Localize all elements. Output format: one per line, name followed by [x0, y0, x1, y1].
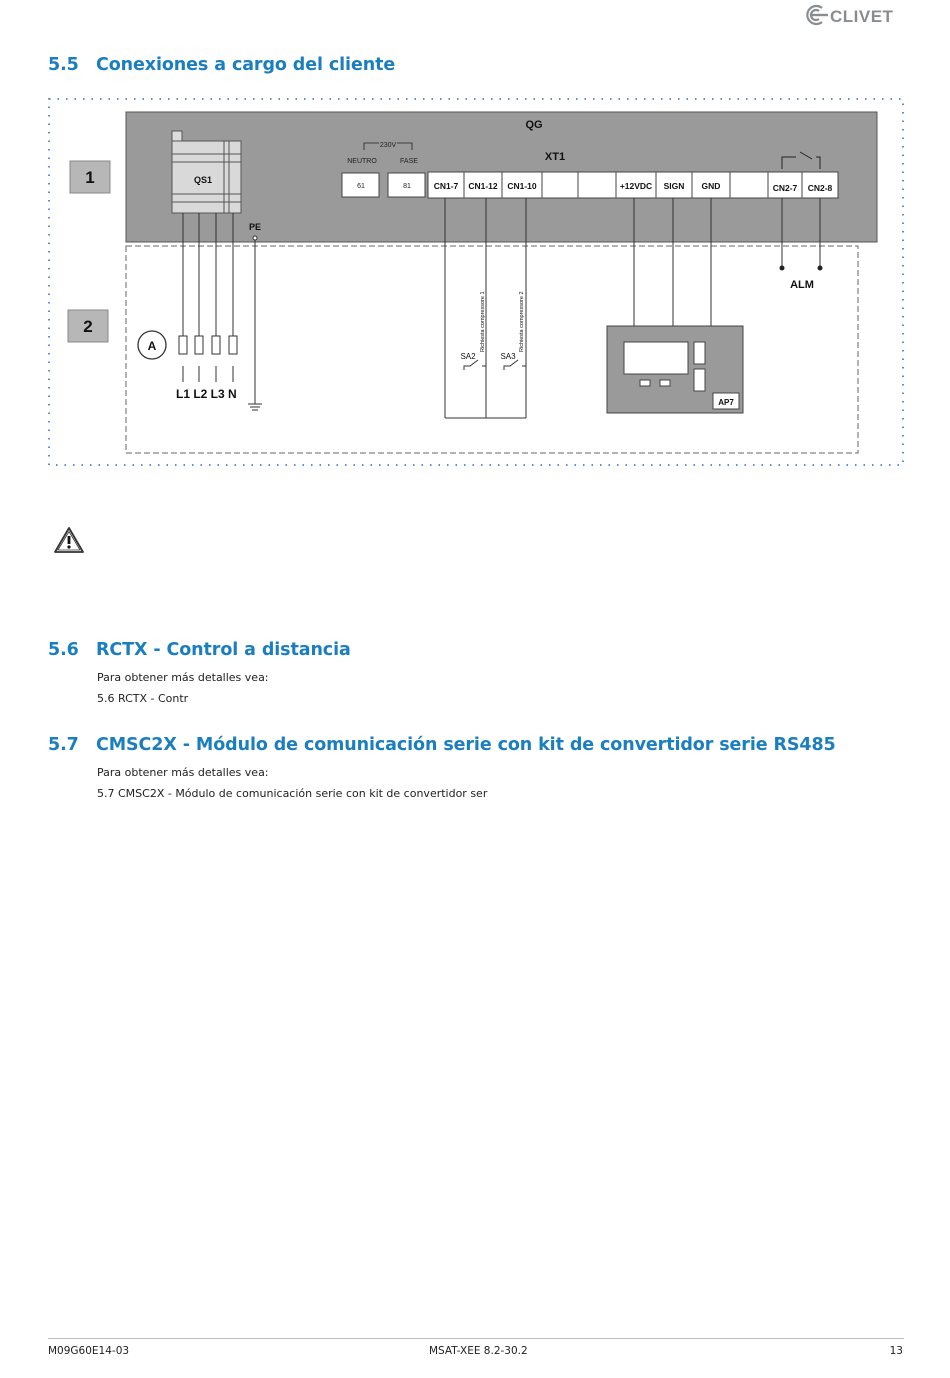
terminal-cn1-10: CN1-10	[507, 181, 537, 191]
section-number: 5.6	[48, 640, 79, 660]
ammeter-label: A	[147, 339, 157, 353]
section-heading-5-7	[48, 735, 836, 755]
section-title: RCTX - Control a distancia	[96, 640, 351, 660]
sa3-label: SA3	[500, 352, 516, 361]
terminal-cn1-7: CN1-7	[433, 181, 459, 191]
sa2-label: SA2	[460, 352, 476, 361]
ap7-label: AP7	[718, 398, 734, 407]
neutro-label: NEUTRO	[347, 158, 377, 165]
comp1-label: Richiesta compressore 1	[480, 291, 486, 352]
terminal-12vdc: +12VDC	[619, 181, 653, 191]
terminal-81: 81	[403, 183, 411, 190]
box-label-1-text: 1	[85, 168, 95, 187]
cross-reference: 5.6 RCTX - Contr	[97, 692, 189, 705]
logo-text: CLIVET	[830, 7, 894, 26]
terminal-cn2-7: CN2-7	[772, 183, 798, 193]
phases-label: L1 L2 L3 N	[176, 387, 237, 401]
section-heading-5-6	[48, 640, 351, 660]
section-number: 5.7	[48, 735, 79, 755]
warning-icon	[53, 526, 85, 554]
terminal-strip	[342, 172, 838, 198]
pe-label: PE	[248, 222, 262, 232]
footer-page-number: 13	[889, 1345, 903, 1357]
terminal-61: 61	[357, 183, 365, 190]
voltage-label: 230V	[379, 142, 397, 149]
body-text: Para obtener más detalles vea:	[97, 766, 269, 779]
clivet-logo	[802, 2, 906, 28]
footer-model: MSAT-XEE 8.2-30.2	[429, 1345, 528, 1357]
fase-label: FASE	[400, 158, 418, 165]
footer-divider	[48, 1338, 904, 1339]
qg-label: QG	[525, 119, 543, 131]
section-title: CMSC2X - Módulo de comunicación serie con kit de convertidor serie RS485	[96, 735, 836, 755]
cross-reference: 5.7 CMSC2X - Módulo de comunicación serie con kit de convertidor ser	[97, 787, 488, 800]
ap7-remote-control	[607, 326, 743, 413]
alm-label: ALM	[790, 279, 814, 291]
box-label-2-text: 2	[83, 317, 93, 336]
section-number: 5.5	[48, 55, 79, 75]
xt1-label: XT1	[544, 151, 566, 163]
wiring-diagram	[48, 96, 905, 468]
qs1-breaker	[172, 131, 241, 213]
terminal-cn1-12: CN1-12	[468, 181, 498, 191]
power-wires	[183, 213, 262, 410]
terminal-sign: SIGN	[663, 181, 685, 191]
comp2-label: Richiesta compressore 2	[519, 291, 525, 352]
qs1-label: QS1	[193, 175, 213, 185]
fuses	[179, 336, 237, 354]
terminal-cn2-8: CN2-8	[807, 183, 833, 193]
footer-document-code: M09G60E14-03	[48, 1345, 130, 1357]
section-title: Conexiones a cargo del cliente	[96, 55, 396, 75]
section-heading-5-5	[48, 55, 395, 75]
body-text: Para obtener más detalles vea:	[97, 671, 269, 684]
terminal-gnd: GND	[701, 181, 721, 191]
